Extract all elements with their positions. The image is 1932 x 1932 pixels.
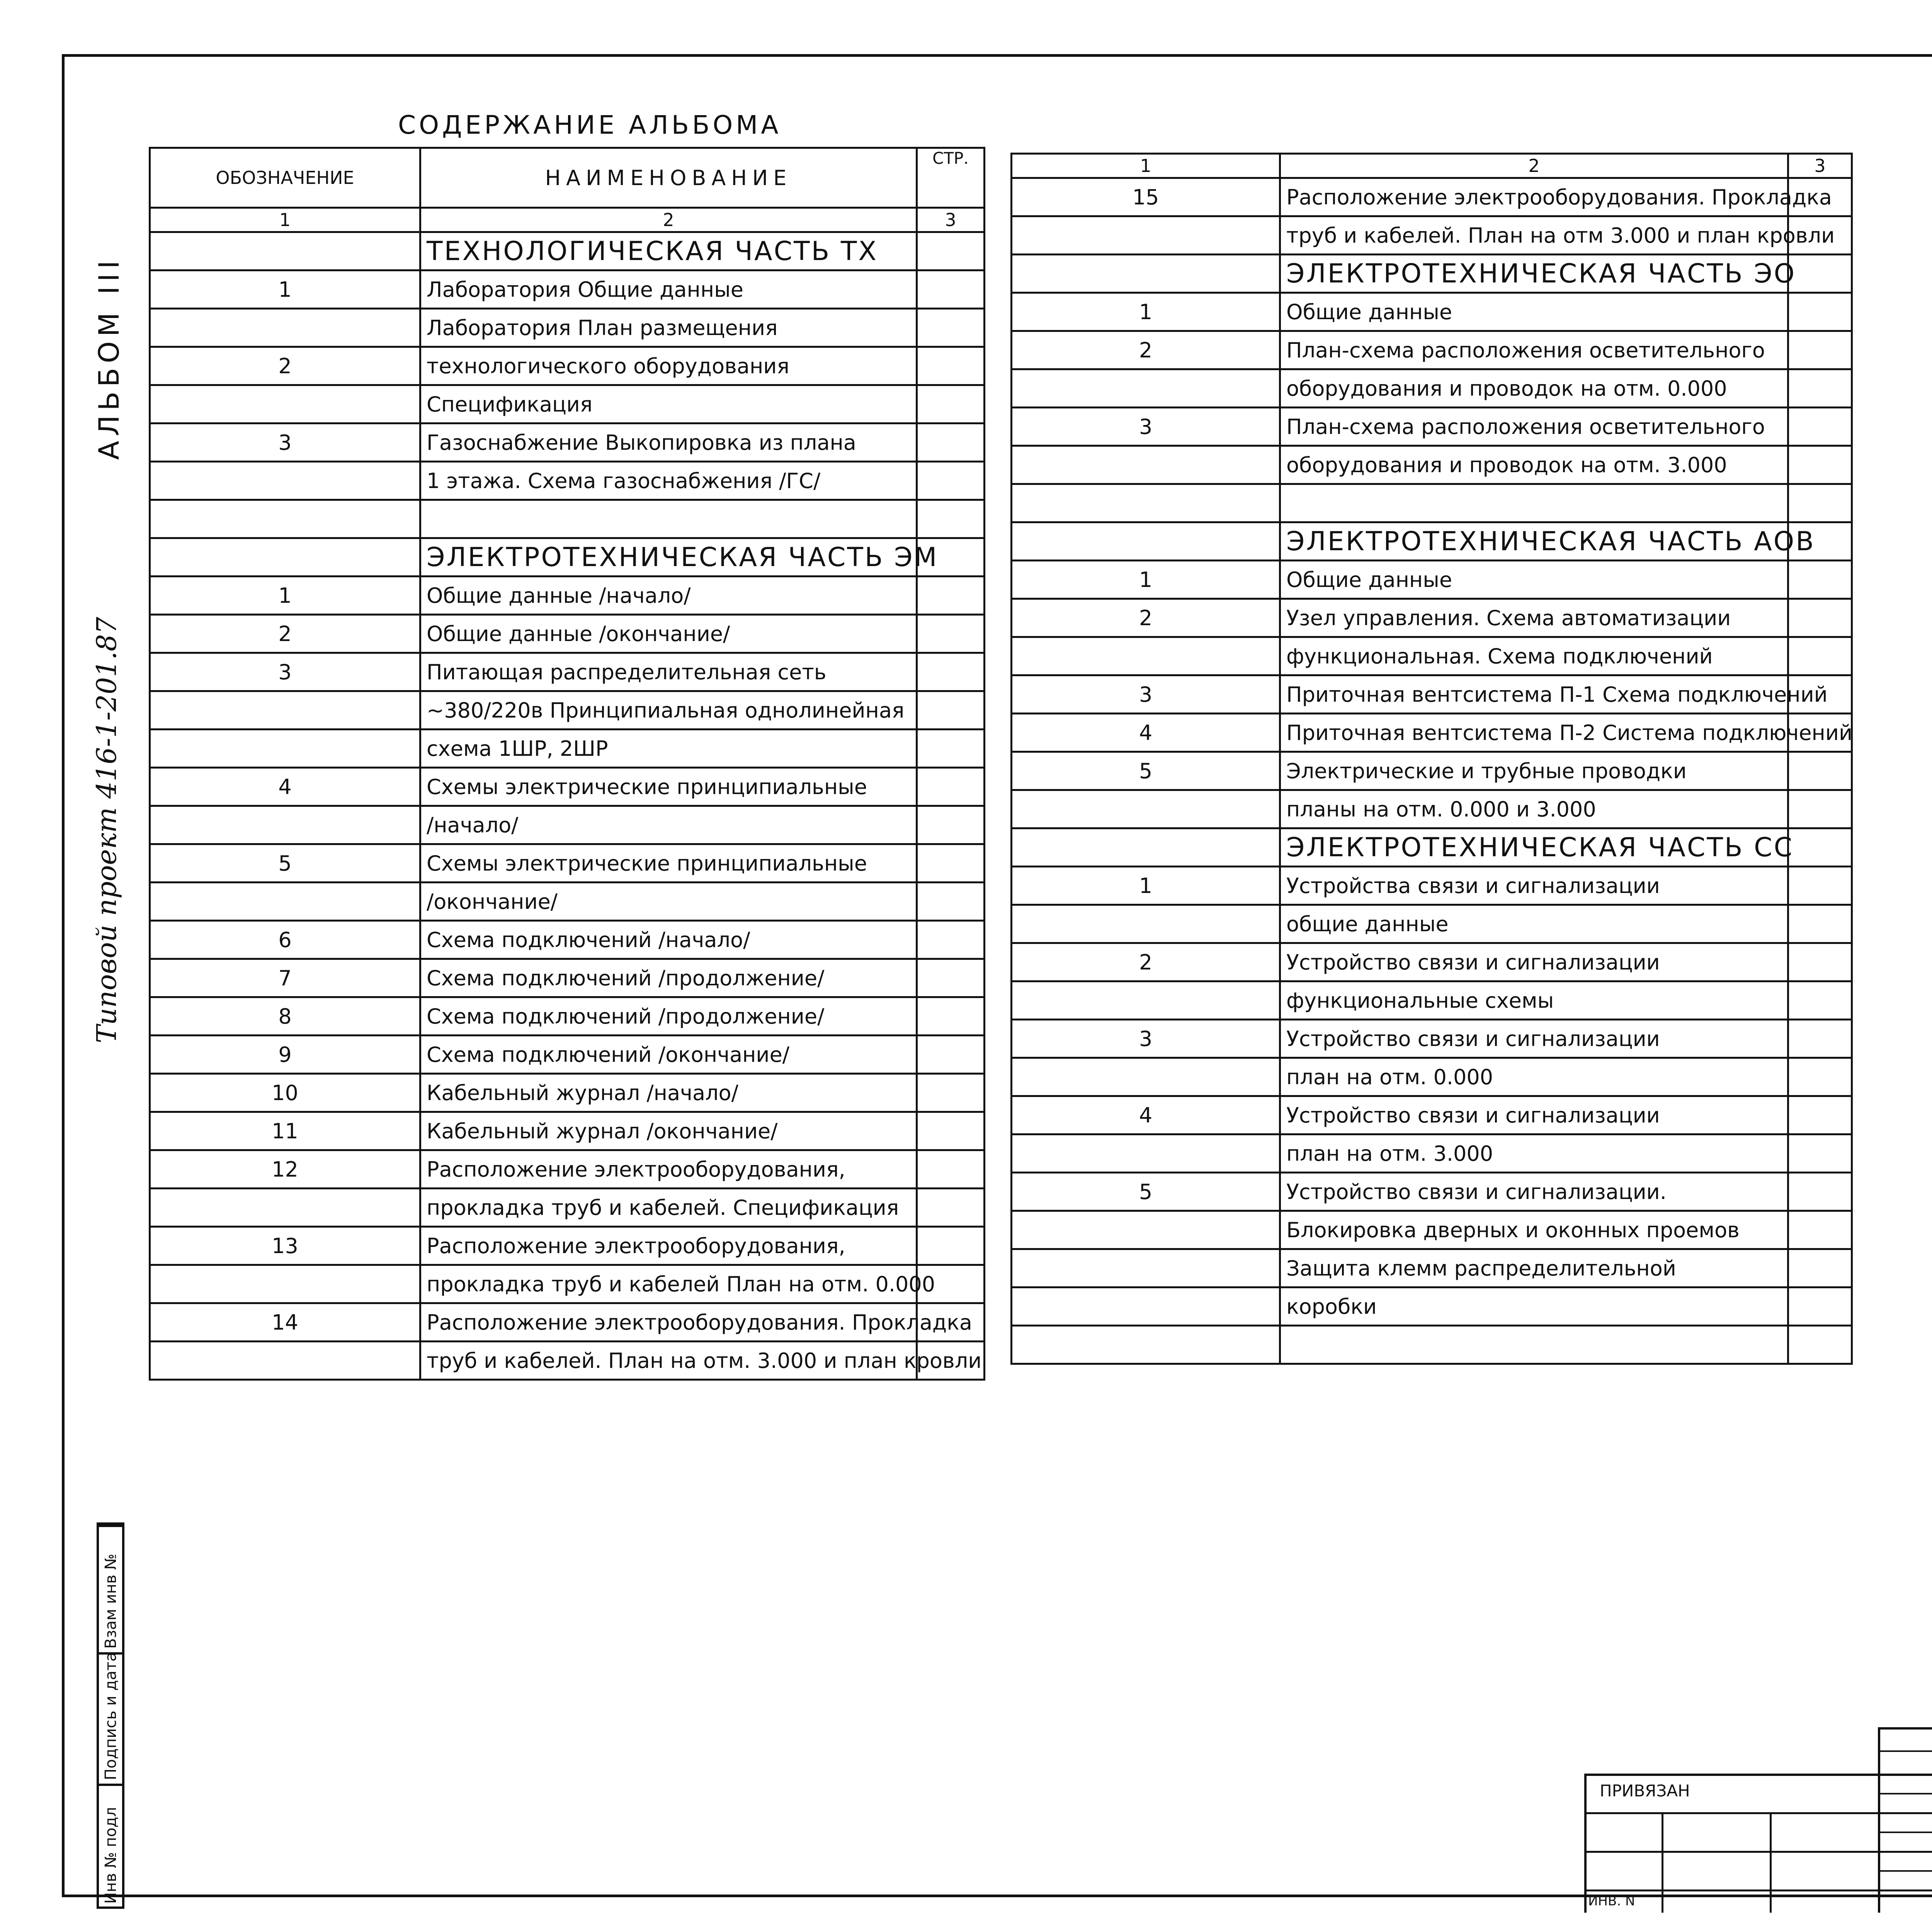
row-number: 9 bbox=[150, 1036, 420, 1074]
row-number bbox=[1012, 1211, 1280, 1249]
table-row bbox=[150, 1342, 985, 1380]
table-row bbox=[1012, 637, 1852, 675]
row-name: Расположение электрооборудования, bbox=[420, 1227, 917, 1265]
row-number: 5 bbox=[1012, 752, 1280, 790]
table-row bbox=[1012, 331, 1852, 369]
table-row bbox=[1012, 1287, 1852, 1326]
row-number: 3 bbox=[150, 423, 420, 462]
contents-table-left bbox=[149, 147, 985, 1381]
table-row bbox=[150, 1227, 985, 1265]
row-number: 6 bbox=[150, 921, 420, 959]
row-number bbox=[150, 462, 420, 500]
row-number bbox=[150, 883, 420, 921]
row-name: Лаборатория Общие данные bbox=[420, 270, 917, 309]
table-row bbox=[1012, 255, 1852, 293]
row-number: 2 bbox=[150, 347, 420, 385]
table-header-row bbox=[150, 148, 985, 208]
row-name: Общие данные /начало/ bbox=[420, 577, 917, 615]
table-row bbox=[1012, 981, 1852, 1020]
table-row bbox=[1012, 905, 1852, 943]
row-name: Питающая распределительная сеть bbox=[420, 653, 917, 691]
row-page bbox=[917, 615, 985, 653]
row-number bbox=[150, 500, 420, 538]
row-number: 2 bbox=[1012, 943, 1280, 981]
row-page bbox=[917, 232, 985, 270]
row-page bbox=[1788, 828, 1852, 867]
row-page bbox=[1788, 408, 1852, 446]
row-name: труб и кабелей. План на отм 3.000 и план кровли bbox=[1280, 216, 1788, 255]
section-heading: ЭЛЕКТРОТЕХНИЧЕСКАЯ ЧАСТЬ ЭМ bbox=[420, 538, 917, 577]
stamp-cell-inv-orig bbox=[99, 1784, 122, 1906]
row-name: технологического оборудования bbox=[420, 347, 917, 385]
row-page bbox=[1788, 752, 1852, 790]
row-name: Узел управления. Схема автоматизации bbox=[1280, 599, 1788, 637]
row-name: Газоснабжение Выкопировка из плана bbox=[420, 423, 917, 462]
row-name bbox=[1280, 484, 1788, 522]
row-page bbox=[917, 1036, 985, 1074]
table-row bbox=[1012, 828, 1852, 867]
row-number: 1 bbox=[1012, 293, 1280, 331]
row-page bbox=[1788, 1287, 1852, 1326]
inv-no-label: ИНВ. N bbox=[1588, 1893, 1635, 1909]
row-number: 14 bbox=[150, 1303, 420, 1342]
row-page bbox=[917, 423, 985, 462]
row-name: Кабельный журнал /окончание/ bbox=[420, 1112, 917, 1150]
left-table-body bbox=[150, 232, 985, 1380]
table-row bbox=[1012, 943, 1852, 981]
table-row bbox=[1012, 1326, 1852, 1364]
row-number bbox=[150, 385, 420, 423]
row-name: План-схема расположения осветительного bbox=[1280, 331, 1788, 369]
row-name: Устройство связи и сигнализации bbox=[1280, 1096, 1788, 1134]
table-row bbox=[1012, 714, 1852, 752]
row-number bbox=[150, 538, 420, 577]
row-name: Схема подключений /окончание/ bbox=[420, 1036, 917, 1074]
row-page bbox=[1788, 905, 1852, 943]
section-heading: ЭЛЕКТРОТЕХНИЧЕСКАЯ ЧАСТЬ АОВ bbox=[1280, 522, 1788, 561]
table-row bbox=[1012, 522, 1852, 561]
row-number: 3 bbox=[1012, 675, 1280, 714]
row-name: 1 этажа. Схема газоснабжения /ГС/ bbox=[420, 462, 917, 500]
table-row bbox=[1012, 216, 1852, 255]
row-name: план на отм. 0.000 bbox=[1280, 1058, 1788, 1096]
table-row bbox=[150, 1112, 985, 1150]
row-name: Схемы электрические принципиальные bbox=[420, 768, 917, 806]
stamp-column bbox=[97, 1522, 124, 1909]
table-row bbox=[150, 730, 985, 768]
row-page bbox=[1788, 446, 1852, 484]
row-page bbox=[1788, 943, 1852, 981]
row-page bbox=[917, 768, 985, 806]
row-page bbox=[917, 1150, 985, 1189]
row-page bbox=[917, 1074, 985, 1112]
row-number: 1 bbox=[1012, 867, 1280, 905]
table-row bbox=[150, 921, 985, 959]
row-page bbox=[917, 270, 985, 309]
row-name: Схема подключений /продолжение/ bbox=[420, 959, 917, 997]
table-index-row bbox=[1012, 154, 1852, 178]
table-row bbox=[150, 1074, 985, 1112]
row-number bbox=[1012, 522, 1280, 561]
row-number bbox=[1012, 1287, 1280, 1326]
row-page bbox=[1788, 1020, 1852, 1058]
table-row bbox=[1012, 369, 1852, 408]
row-page bbox=[1788, 255, 1852, 293]
row-name: Устройство связи и сигнализации bbox=[1280, 943, 1788, 981]
row-page bbox=[917, 806, 985, 844]
stamp-inv-orig-text: Инв № подл bbox=[102, 1807, 120, 1904]
row-name: оборудования и проводок на отм. 0.000 bbox=[1280, 369, 1788, 408]
row-name: /окончание/ bbox=[420, 883, 917, 921]
index-col-1: 1 bbox=[150, 208, 420, 232]
header-designation: ОБОЗНАЧЕНИЕ bbox=[150, 148, 420, 208]
stamp-sign-date-text: Подпись и дата bbox=[102, 1652, 120, 1780]
table-row bbox=[1012, 1134, 1852, 1173]
index-col-2: 2 bbox=[1280, 154, 1788, 178]
row-page bbox=[917, 385, 985, 423]
row-page bbox=[917, 1189, 985, 1227]
table-row bbox=[1012, 675, 1852, 714]
row-page bbox=[1788, 1134, 1852, 1173]
row-page bbox=[917, 347, 985, 385]
row-name: Приточная вентсистема П-2 Система подключений bbox=[1280, 714, 1788, 752]
row-number bbox=[1012, 446, 1280, 484]
row-number: 3 bbox=[1012, 1020, 1280, 1058]
index-col-3: 3 bbox=[917, 208, 985, 232]
row-number bbox=[1012, 484, 1280, 522]
table-row bbox=[150, 844, 985, 883]
row-number bbox=[1012, 828, 1280, 867]
table-row bbox=[1012, 1249, 1852, 1287]
table-row bbox=[150, 309, 985, 347]
table-row bbox=[1012, 867, 1852, 905]
row-name: Общие данные bbox=[1280, 293, 1788, 331]
table-row bbox=[150, 538, 985, 577]
row-page bbox=[917, 577, 985, 615]
stamp-cell-sign-date bbox=[99, 1652, 122, 1784]
row-number bbox=[150, 1342, 420, 1380]
table-row bbox=[150, 347, 985, 385]
row-page bbox=[1788, 1326, 1852, 1364]
row-name bbox=[1280, 1326, 1788, 1364]
row-name: Схема подключений /начало/ bbox=[420, 921, 917, 959]
row-number: 7 bbox=[150, 959, 420, 997]
table-row bbox=[150, 653, 985, 691]
row-number bbox=[1012, 216, 1280, 255]
row-page bbox=[917, 883, 985, 921]
row-name: Расположение электрооборудования. Прокладка bbox=[1280, 178, 1788, 216]
stamp-cell-replaces bbox=[99, 1525, 122, 1652]
row-name: Общие данные bbox=[1280, 561, 1788, 599]
row-name: Лаборатория План размещения bbox=[420, 309, 917, 347]
table-row bbox=[150, 232, 985, 270]
row-number: 1 bbox=[150, 270, 420, 309]
row-name: схема 1ШР, 2ШР bbox=[420, 730, 917, 768]
row-page bbox=[917, 1227, 985, 1265]
row-page bbox=[1788, 369, 1852, 408]
row-name: планы на отм. 0.000 и 3.000 bbox=[1280, 790, 1788, 828]
table-row bbox=[1012, 178, 1852, 216]
section-heading: ЭЛЕКТРОТЕХНИЧЕСКАЯ ЧАСТЬ СС bbox=[1280, 828, 1788, 867]
row-page bbox=[1788, 599, 1852, 637]
table-row bbox=[150, 462, 985, 500]
row-page bbox=[1788, 293, 1852, 331]
table-row bbox=[1012, 484, 1852, 522]
row-name: Спецификация bbox=[420, 385, 917, 423]
table-index-row bbox=[150, 208, 985, 232]
row-number: 15 bbox=[1012, 178, 1280, 216]
row-number: 4 bbox=[150, 768, 420, 806]
row-number: 13 bbox=[150, 1227, 420, 1265]
row-name: прокладка труб и кабелей. Спецификация bbox=[420, 1189, 917, 1227]
table-row bbox=[1012, 408, 1852, 446]
row-number: 1 bbox=[1012, 561, 1280, 599]
project-label: Типовой проект 416-1-201.87 bbox=[91, 617, 122, 1043]
row-page bbox=[1788, 1249, 1852, 1287]
right-table-body bbox=[1012, 178, 1852, 1364]
row-page bbox=[1788, 1096, 1852, 1134]
row-number: 2 bbox=[1012, 331, 1280, 369]
row-name: Устройство связи и сигнализации. bbox=[1280, 1173, 1788, 1211]
row-page bbox=[1788, 1058, 1852, 1096]
row-name: Защита клемм распределительной bbox=[1280, 1249, 1788, 1287]
row-name: Общие данные /окончание/ bbox=[420, 615, 917, 653]
row-number bbox=[150, 309, 420, 347]
row-number bbox=[150, 806, 420, 844]
bound-label: ПРИВЯЗАН bbox=[1600, 1781, 1690, 1800]
row-page bbox=[1788, 867, 1852, 905]
row-name: общие данные bbox=[1280, 905, 1788, 943]
title-block bbox=[1584, 1727, 1932, 1913]
row-number bbox=[150, 1189, 420, 1227]
row-number: 10 bbox=[150, 1074, 420, 1112]
row-number bbox=[1012, 905, 1280, 943]
row-number bbox=[1012, 637, 1280, 675]
row-name: Расположение электрооборудования. Прокладка bbox=[420, 1303, 917, 1342]
row-number: 5 bbox=[150, 844, 420, 883]
row-number bbox=[1012, 981, 1280, 1020]
row-number bbox=[150, 691, 420, 730]
table-row bbox=[150, 500, 985, 538]
row-name: Схема подключений /продолжение/ bbox=[420, 997, 917, 1036]
index-col-1: 1 bbox=[1012, 154, 1280, 178]
row-name: Схемы электрические принципиальные bbox=[420, 844, 917, 883]
row-page bbox=[917, 462, 985, 500]
section-heading: ЭЛЕКТРОТЕХНИЧЕСКАЯ ЧАСТЬ ЭО bbox=[1280, 255, 1788, 293]
album-title: СОДЕРЖАНИЕ АЛЬБОМА bbox=[398, 110, 782, 140]
table-row bbox=[150, 270, 985, 309]
row-name: функциональная. Схема подключений bbox=[1280, 637, 1788, 675]
row-name: Устройство связи и сигнализации bbox=[1280, 1020, 1788, 1058]
row-number: 1 bbox=[150, 577, 420, 615]
table-row bbox=[150, 577, 985, 615]
row-name: коробки bbox=[1280, 1287, 1788, 1326]
table-row bbox=[150, 1189, 985, 1227]
row-page bbox=[917, 1112, 985, 1150]
row-page bbox=[1788, 637, 1852, 675]
row-name: Электрические и трубные проводки bbox=[1280, 752, 1788, 790]
row-number bbox=[1012, 790, 1280, 828]
table-row bbox=[1012, 1096, 1852, 1134]
row-number bbox=[150, 730, 420, 768]
row-page bbox=[1788, 790, 1852, 828]
row-number: 2 bbox=[1012, 599, 1280, 637]
row-page bbox=[917, 997, 985, 1036]
table-row bbox=[150, 1150, 985, 1189]
row-number: 11 bbox=[150, 1112, 420, 1150]
table-row bbox=[150, 423, 985, 462]
row-name: план на отм. 3.000 bbox=[1280, 1134, 1788, 1173]
row-name: Приточная вентсистема П-1 Схема подключений bbox=[1280, 675, 1788, 714]
row-number: 3 bbox=[150, 653, 420, 691]
row-number: 2 bbox=[150, 615, 420, 653]
table-row bbox=[1012, 293, 1852, 331]
row-number bbox=[1012, 1134, 1280, 1173]
row-page bbox=[917, 959, 985, 997]
table-row bbox=[1012, 1211, 1852, 1249]
table-row bbox=[150, 1303, 985, 1342]
table-row bbox=[150, 615, 985, 653]
row-page bbox=[917, 730, 985, 768]
row-number bbox=[1012, 1249, 1280, 1287]
row-page bbox=[1788, 1211, 1852, 1249]
table-row bbox=[150, 997, 985, 1036]
row-name: Блокировка дверных и оконных проемов bbox=[1280, 1211, 1788, 1249]
table-row bbox=[1012, 1173, 1852, 1211]
row-number: 12 bbox=[150, 1150, 420, 1189]
table-row bbox=[150, 1265, 985, 1303]
table-row bbox=[1012, 599, 1852, 637]
header-page: СТР. bbox=[917, 148, 985, 208]
row-number bbox=[150, 1265, 420, 1303]
row-number bbox=[1012, 255, 1280, 293]
header-name: НАИМЕНОВАНИЕ bbox=[420, 148, 917, 208]
row-name bbox=[420, 500, 917, 538]
row-name: труб и кабелей. План на отм. 3.000 и план кровли bbox=[420, 1342, 917, 1380]
row-name: функциональные схемы bbox=[1280, 981, 1788, 1020]
table-row bbox=[1012, 1020, 1852, 1058]
row-number: 3 bbox=[1012, 408, 1280, 446]
table-row bbox=[150, 883, 985, 921]
contents-table-right bbox=[1010, 153, 1853, 1365]
index-col-2: 2 bbox=[420, 208, 917, 232]
row-number: 8 bbox=[150, 997, 420, 1036]
row-name: ~380/220в Принципиальная однолинейная bbox=[420, 691, 917, 730]
row-number: 4 bbox=[1012, 714, 1280, 752]
row-page bbox=[1788, 561, 1852, 599]
table-row bbox=[150, 768, 985, 806]
row-name: Расположение электрооборудования, bbox=[420, 1150, 917, 1189]
row-number: 4 bbox=[1012, 1096, 1280, 1134]
row-page bbox=[917, 921, 985, 959]
table-row bbox=[1012, 790, 1852, 828]
table-row bbox=[1012, 1058, 1852, 1096]
stamp-replaces-text: Взам инв № bbox=[102, 1553, 120, 1649]
row-name: Устройства связи и сигнализации bbox=[1280, 867, 1788, 905]
row-page bbox=[917, 653, 985, 691]
table-row bbox=[150, 959, 985, 997]
table-row bbox=[1012, 752, 1852, 790]
row-page bbox=[917, 844, 985, 883]
row-page bbox=[1788, 981, 1852, 1020]
album-label: АЛЬБОМ III bbox=[93, 256, 125, 460]
row-page bbox=[917, 309, 985, 347]
row-name: прокладка труб и кабелей План на отм. 0.000 bbox=[420, 1265, 917, 1303]
row-page bbox=[1788, 1173, 1852, 1211]
row-page bbox=[917, 500, 985, 538]
table-row bbox=[150, 1036, 985, 1074]
section-heading: ТЕХНОЛОГИЧЕСКАЯ ЧАСТЬ ТХ bbox=[420, 232, 917, 270]
table-row bbox=[150, 691, 985, 730]
row-number bbox=[1012, 369, 1280, 408]
row-number: 5 bbox=[1012, 1173, 1280, 1211]
table-row bbox=[150, 806, 985, 844]
row-page bbox=[1788, 484, 1852, 522]
row-name: План-схема расположения осветительного bbox=[1280, 408, 1788, 446]
index-col-3: 3 bbox=[1788, 154, 1852, 178]
row-number bbox=[1012, 1058, 1280, 1096]
row-name: /начало/ bbox=[420, 806, 917, 844]
table-row bbox=[150, 385, 985, 423]
row-name: оборудования и проводок на отм. 3.000 bbox=[1280, 446, 1788, 484]
row-name: Кабельный журнал /начало/ bbox=[420, 1074, 917, 1112]
row-page bbox=[1788, 331, 1852, 369]
row-number bbox=[150, 232, 420, 270]
table-row bbox=[1012, 561, 1852, 599]
row-page bbox=[917, 691, 985, 730]
row-number bbox=[1012, 1326, 1280, 1364]
table-row bbox=[1012, 446, 1852, 484]
